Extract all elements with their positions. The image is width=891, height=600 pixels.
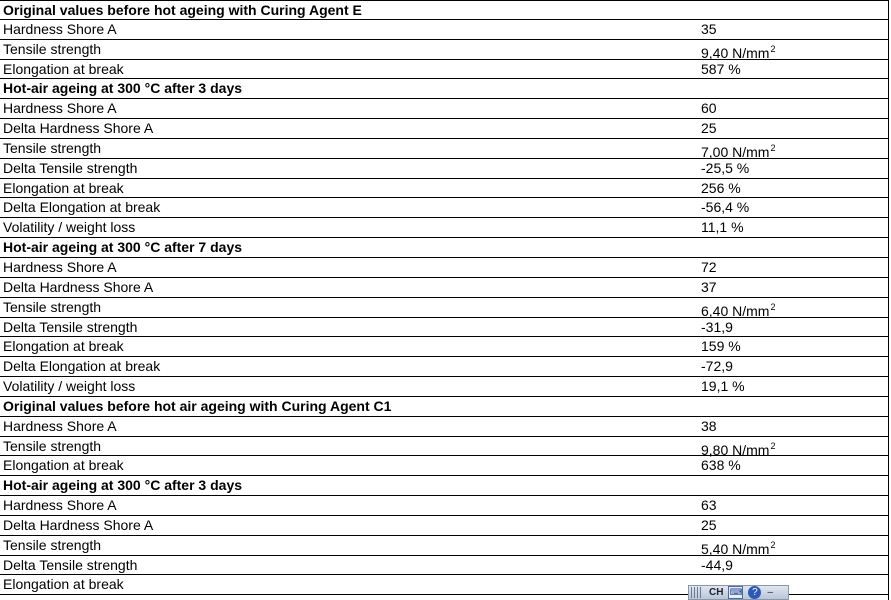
- table-row: [0, 377, 889, 397]
- property-label: Hot-air ageing at 300 °C after 3 days: [3, 477, 243, 494]
- section-header-row: [0, 397, 889, 417]
- property-value: [701, 60, 741, 79]
- property-label: Delta Tensile strength: [3, 556, 138, 573]
- value-text: 37: [701, 278, 717, 295]
- property-label: Delta Hardness Shore A: [3, 516, 154, 533]
- table-row: [0, 298, 889, 318]
- property-value: [701, 278, 717, 297]
- value-text: -44,9: [701, 556, 733, 573]
- value-text: 72: [701, 258, 717, 275]
- table-row: [0, 278, 889, 298]
- table-row: [0, 20, 889, 40]
- value-text: 60: [701, 100, 717, 117]
- property-label: Hardness Shore A: [3, 258, 117, 275]
- unit-superscript: 2: [770, 142, 776, 153]
- property-label: Delta Elongation at break: [3, 199, 161, 216]
- table-row: [0, 556, 889, 576]
- section-header-row: [0, 476, 889, 496]
- section-header-row: [0, 0, 889, 20]
- help-icon[interactable]: ?: [748, 586, 761, 599]
- value-text: -31,9: [701, 318, 733, 335]
- table-row: [0, 218, 889, 238]
- property-label: Hardness Shore A: [3, 20, 117, 37]
- value-text: 38: [701, 417, 717, 434]
- property-label: Hot-air ageing at 300 °C after 3 days: [3, 80, 243, 97]
- property-label: Hardness Shore A: [3, 417, 117, 434]
- property-label: Hardness Shore A: [3, 497, 117, 514]
- table-row: [0, 417, 889, 437]
- minimize-icon[interactable]: –: [767, 587, 774, 598]
- value-text: -56,4 %: [701, 199, 750, 216]
- property-value: [701, 119, 717, 138]
- property-label: Tensile strength: [3, 536, 102, 553]
- table-row: [0, 198, 889, 218]
- table-row: [0, 40, 889, 60]
- section-header-row: [0, 79, 889, 99]
- grip-icon[interactable]: [691, 587, 703, 598]
- property-label: Hardness Shore A: [3, 100, 117, 117]
- property-value: [701, 99, 717, 118]
- value-text: 5,40 N/mm: [701, 540, 770, 557]
- value-text: 256 %: [701, 179, 741, 196]
- table-row: [0, 179, 889, 199]
- property-label: Delta Tensile strength: [3, 318, 138, 335]
- property-label: Elongation at break: [3, 338, 124, 355]
- unit-superscript: 2: [770, 539, 776, 550]
- table-row: [0, 159, 889, 179]
- property-value: [701, 456, 741, 475]
- table-row: [0, 456, 889, 476]
- value-text: 19,1 %: [701, 378, 745, 395]
- value-text: 35: [701, 20, 717, 37]
- property-value: [701, 318, 733, 337]
- table-right-border: [888, 0, 889, 600]
- property-value: [701, 496, 717, 515]
- value-text: 9,80 N/mm: [701, 441, 770, 458]
- property-label: Tensile strength: [3, 298, 102, 315]
- language-bar[interactable]: [688, 585, 789, 600]
- table-row: [0, 536, 889, 556]
- keyboard-icon[interactable]: ⌨: [729, 587, 743, 597]
- unit-superscript: 2: [770, 301, 776, 312]
- property-value: [701, 159, 749, 178]
- unit-superscript: 2: [770, 440, 776, 451]
- property-label: Delta Elongation at break: [3, 358, 161, 375]
- unit-superscript: 2: [770, 43, 776, 54]
- property-label: Delta Hardness Shore A: [3, 278, 154, 295]
- property-value: [701, 377, 745, 396]
- property-label: Tensile strength: [3, 437, 102, 454]
- table-row: [0, 437, 889, 457]
- table-row: [0, 357, 889, 377]
- table-row: [0, 496, 889, 516]
- value-text: 11,1 %: [701, 219, 744, 236]
- language-indicator[interactable]: CH: [709, 587, 724, 598]
- property-label: Tensile strength: [3, 40, 102, 57]
- table-row: [0, 258, 889, 278]
- property-value: [701, 556, 733, 575]
- property-label: Elongation at break: [3, 457, 124, 474]
- property-value: [701, 20, 717, 39]
- property-label: Original values before hot ageing with Curing Agent E: [3, 2, 362, 18]
- property-value: [701, 516, 717, 535]
- value-text: 9,40 N/mm: [701, 44, 770, 61]
- property-label: Original values before hot air ageing with Curing Agent C1: [3, 397, 392, 414]
- value-text: -25,5 %: [701, 159, 750, 176]
- property-value: [701, 337, 741, 356]
- property-value: [701, 258, 717, 277]
- table-row: [0, 99, 889, 119]
- property-label: Elongation at break: [3, 576, 124, 593]
- property-label: Tensile strength: [3, 139, 102, 156]
- table-row: [0, 337, 889, 357]
- property-value: [701, 198, 749, 217]
- value-text: 587 %: [701, 60, 741, 77]
- property-label: Elongation at break: [3, 179, 124, 196]
- property-label: Elongation at break: [3, 60, 124, 77]
- section-header-row: [0, 238, 889, 258]
- property-value: [701, 179, 741, 198]
- value-text: 159 %: [701, 338, 741, 355]
- property-label: Volatility / weight loss: [3, 378, 136, 395]
- property-value: [701, 357, 733, 376]
- table-row: [0, 60, 889, 80]
- table-row: [0, 318, 889, 338]
- value-text: 63: [701, 497, 717, 514]
- property-value: [701, 218, 744, 237]
- value-text: 638 %: [701, 457, 741, 474]
- table-row: [0, 119, 889, 139]
- value-text: 6,40 N/mm: [701, 302, 770, 319]
- property-label: Delta Tensile strength: [3, 159, 138, 176]
- property-value: [701, 417, 717, 436]
- table-row: [0, 139, 889, 159]
- value-text: -72,9: [701, 358, 733, 375]
- table-row: [0, 516, 889, 536]
- value-text: 25: [701, 120, 717, 137]
- value-text: 25: [701, 516, 717, 533]
- property-label: Delta Hardness Shore A: [3, 120, 154, 137]
- property-label: Hot-air ageing at 300 °C after 7 days: [3, 239, 243, 256]
- property-label: Volatility / weight loss: [3, 219, 136, 236]
- value-text: 7,00 N/mm: [701, 143, 770, 160]
